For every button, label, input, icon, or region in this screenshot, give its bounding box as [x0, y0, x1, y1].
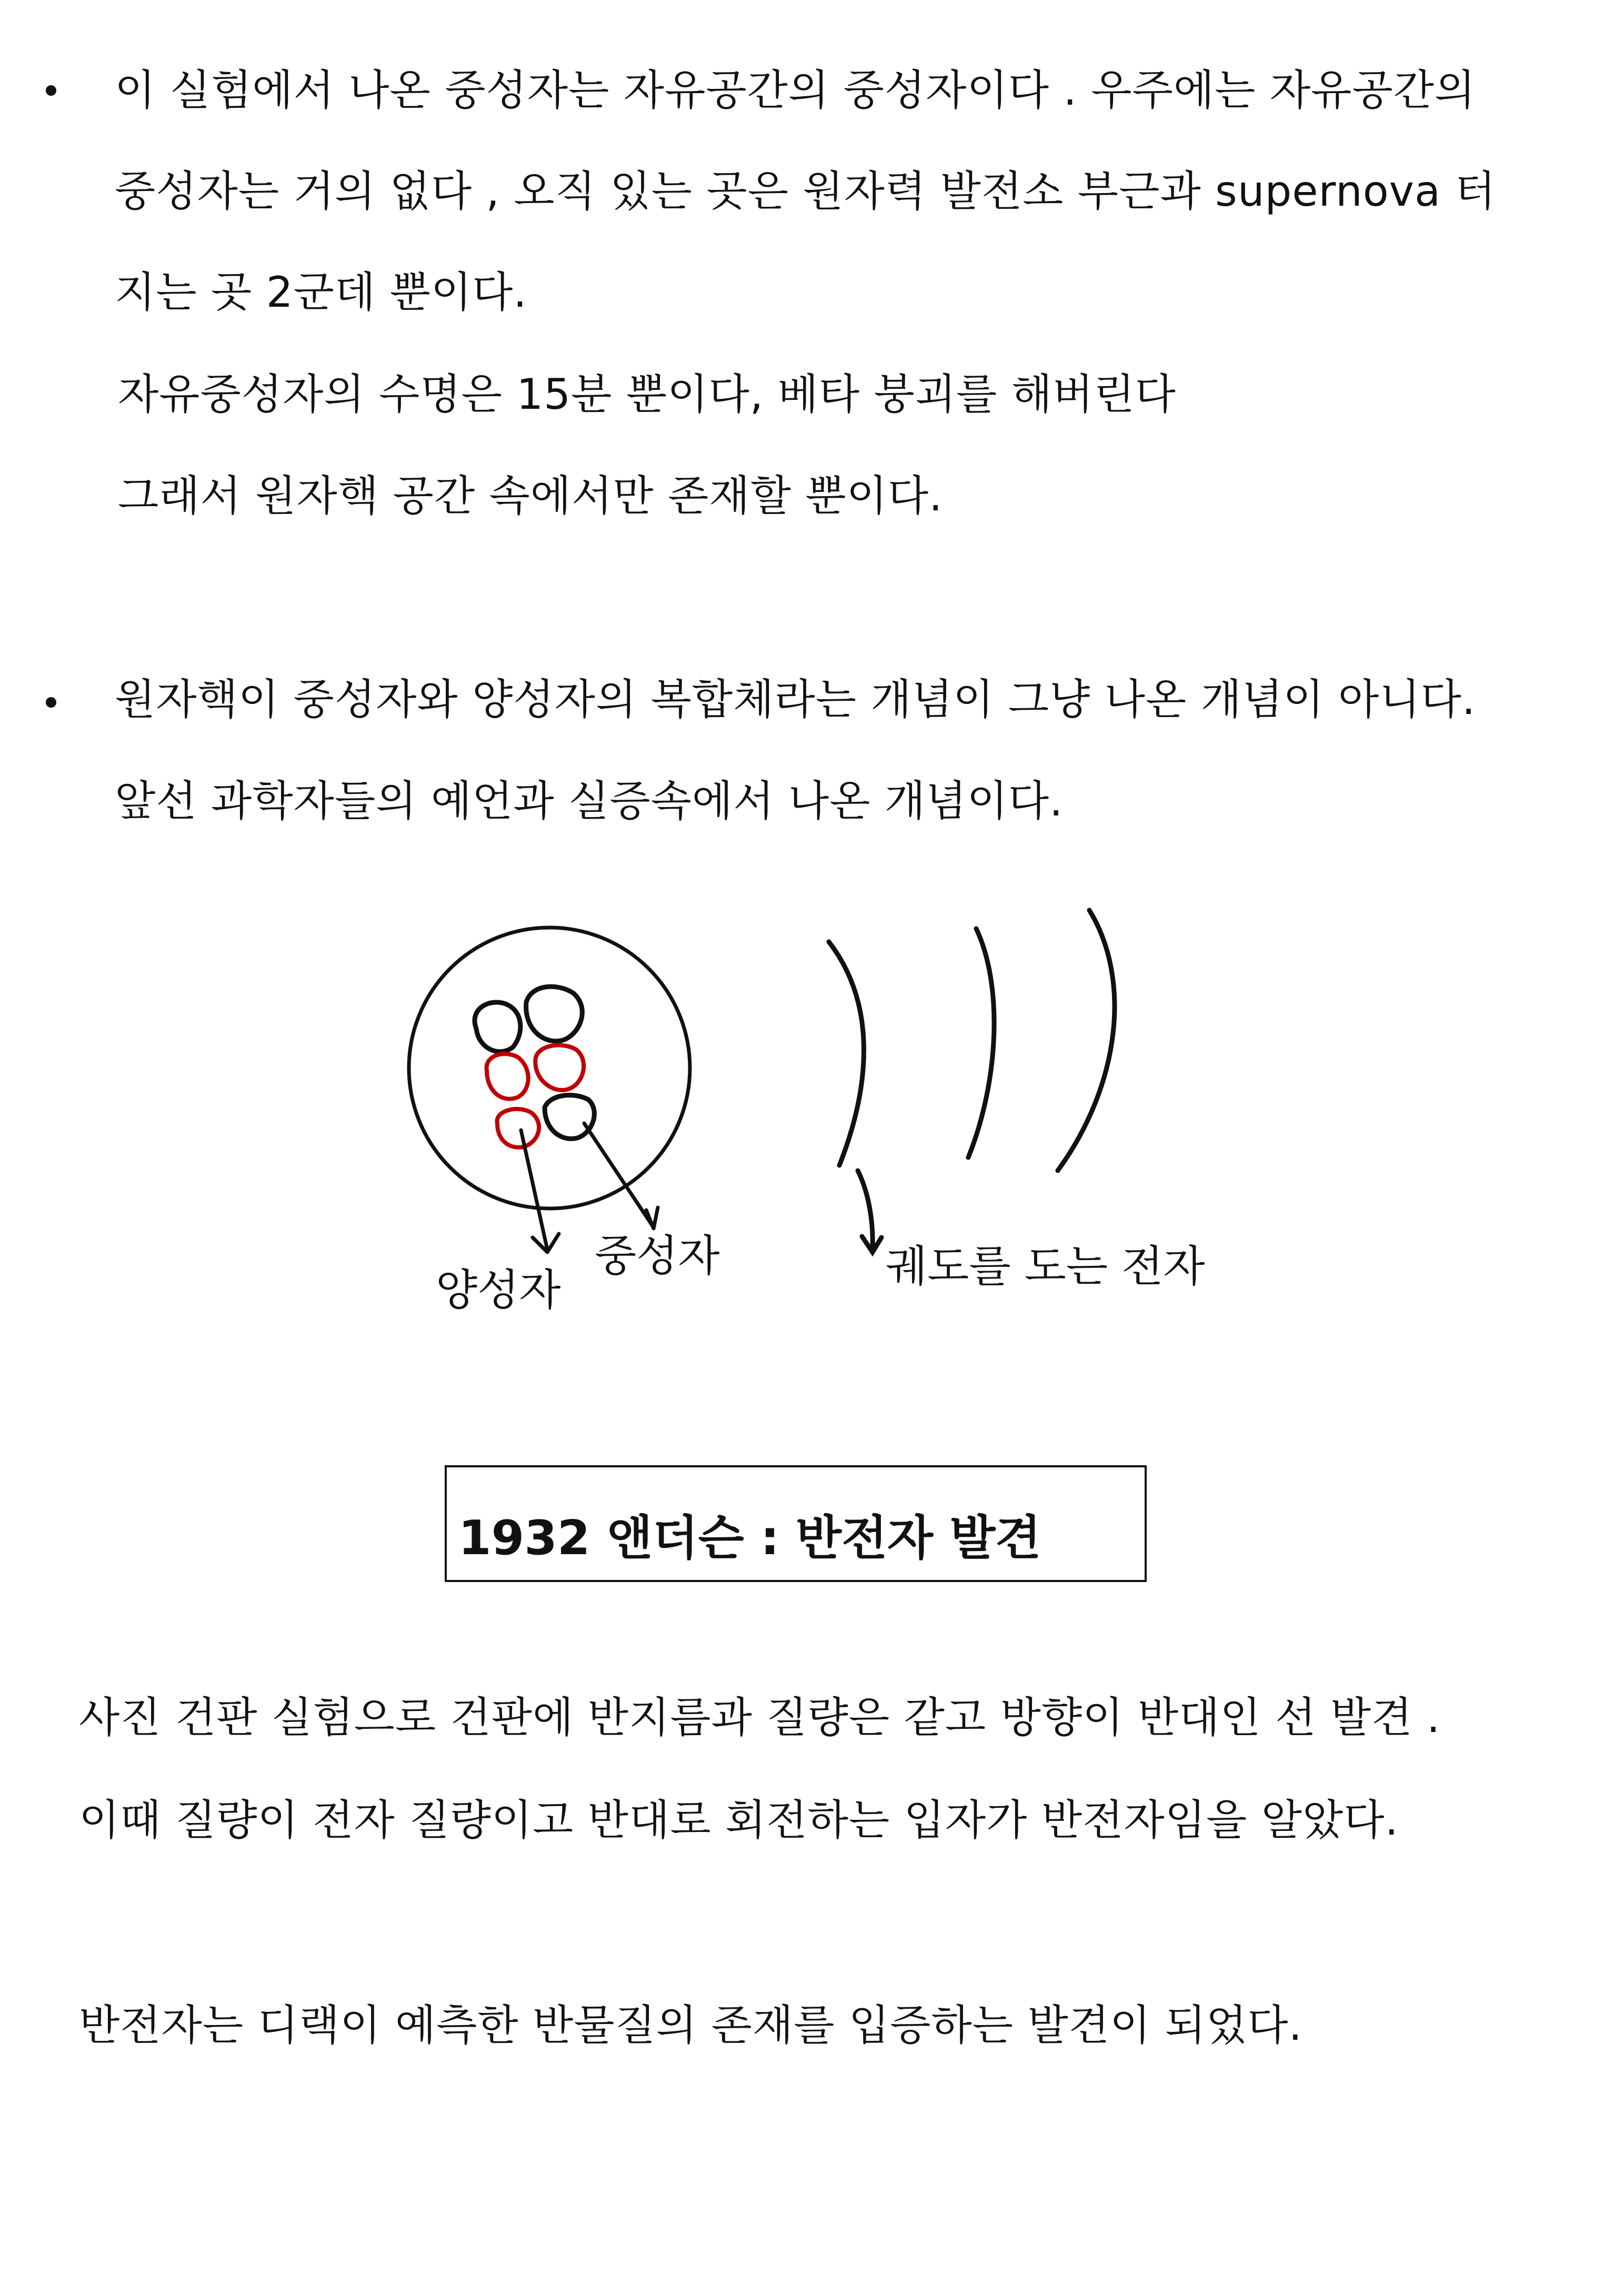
label-neutron: 중성자 [595, 1231, 720, 1281]
bullet1-line-1: 이 실험에서 나온 중성자는 자유공간의 중성자이다 . 우주에는 자유공간의 [115, 66, 1476, 115]
bullet1-line-4: 자유중성자의 수명은 15분 뿐이다, 베타 붕괴를 해버린다 [118, 370, 1176, 419]
section-title-box [445, 1465, 1147, 1582]
bullet1-line-2: 중성자는 거의 없다 , 오직 있는 곳은 원자력 발전소 부근과 supernova 터 [115, 167, 1496, 216]
neutron-particle [545, 1095, 594, 1139]
bullet1-line-5: 그래서 원자핵 공간 속에서만 존재할 뿐이다. [118, 471, 943, 520]
bullet2-line-1: 원자핵이 중성자와 양성자의 복합체라는 개념이 그냥 나온 개념이 아니다. [115, 675, 1476, 724]
bullet2-line-2: 앞선 과학자들의 예언과 실증속에서 나온 개념이다. [115, 777, 1064, 825]
proton-arrow [521, 1130, 547, 1250]
label-proton: 양성자 [436, 1265, 561, 1315]
section-para1-line-2: 이때 질량이 전자 질량이고 반대로 회전하는 입자가 반전자임을 알았다. [79, 1796, 1399, 1845]
label-electron: 궤도를 도는 전자 [886, 1242, 1205, 1292]
electron-orbit-arc [1058, 910, 1115, 1171]
electron-orbit-arc [968, 929, 994, 1157]
neutron-particle [526, 986, 583, 1041]
proton-particle [487, 1054, 528, 1099]
section-title: 1932 앤더슨 : 반전자 발견 [458, 1510, 1041, 1566]
proton-particle [497, 1109, 539, 1147]
nucleus-circle [409, 928, 690, 1209]
neutron-arrowhead [646, 1207, 658, 1228]
bullet1-line-3: 지는 곳 2군데 뿐이다. [115, 268, 527, 317]
electron-orbit-arc [829, 942, 864, 1165]
section-para1-line-1: 사진 건판 실험으로 건판에 반지름과 질량은 같고 방향이 반대인 선 발견 . [79, 1693, 1441, 1742]
proton-particle [535, 1045, 584, 1090]
neutron-particle [475, 1002, 520, 1052]
section-para2: 반전자는 디랙이 예측한 반물질의 존재를 입증하는 발견이 되었다. [79, 2001, 1302, 2050]
